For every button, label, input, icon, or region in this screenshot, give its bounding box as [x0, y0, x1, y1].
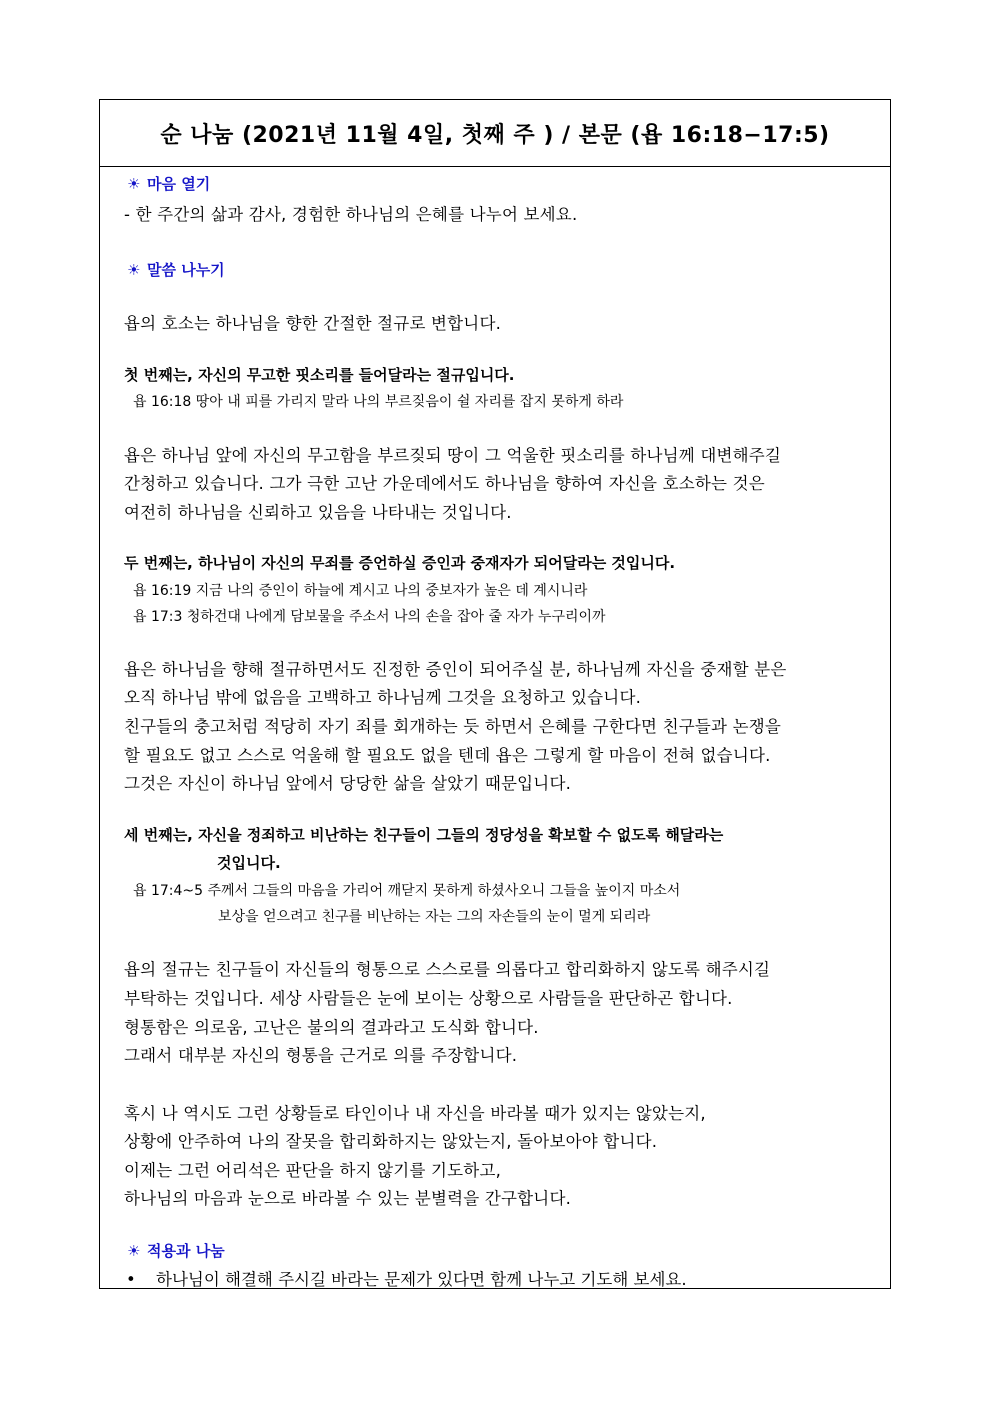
sun-icon: ☀ [127, 261, 141, 279]
apply-item [126, 1266, 687, 1290]
paragraph-line: 간청하고 있습니다. 그가 극한 고난 가운데에서도 하나님을 향하여 자신을 호소하는 것은 [124, 474, 765, 493]
section-heading-label: 말씀 나누기 [147, 261, 225, 279]
paragraph-line: 그것은 자신이 하나님 앞에서 당당한 삶을 살았기 때문입니다. [124, 774, 572, 793]
point-one-verse: 욥 16:18 땅아 내 피를 가리지 말라 나의 부르짖음이 쉴 자리를 잡지 못하게 하라 [133, 394, 624, 410]
point-one-heading: 첫 번째는, 자신의 무고한 핏소리를 들어달라는 절규입니다. [124, 366, 515, 384]
paragraph-line: 여전히 하나님을 신뢰하고 있음을 나타내는 것입니다. [124, 503, 512, 522]
paragraph-line: 상황에 안주하여 나의 잘못을 합리화하지는 않았는지, 돌아보아야 합니다. [124, 1132, 658, 1151]
paragraph-line: 할 필요도 없고 스스로 억울해 할 필요도 없을 텐데 욥은 그렇게 할 마음이 전혀 없습니다. [124, 746, 771, 765]
word-intro: 욥의 호소는 하나님을 향한 간절한 절규로 변합니다. [124, 314, 502, 333]
paragraph-line: 하나님의 마음과 눈으로 바라볼 수 있는 분별력을 간구합니다. [124, 1189, 572, 1208]
paragraph-line: 부탁하는 것입니다. 세상 사람들은 눈에 보이는 상황으로 사람들을 판단하곤 합니다. [124, 989, 733, 1008]
sun-icon: ☀ [127, 1242, 141, 1260]
paragraph-line: 욥의 절규는 친구들이 자신들의 형통으로 스스로를 의롭다고 합리화하지 않도록 해주시길 [124, 960, 771, 979]
title-bar [100, 100, 890, 167]
sun-icon: ☀ [127, 175, 141, 193]
section-heading-label: 마음 열기 [147, 175, 211, 193]
paragraph-line: 이제는 그런 어리석은 판단을 하지 않기를 기도하고, [124, 1161, 502, 1180]
point-three-heading-cont: 것입니다. [217, 854, 281, 872]
point-two-verse: 욥 16:19 지금 나의 증인이 하늘에 계시고 나의 중보자가 높은 데 계시니라 [133, 583, 588, 599]
open-instruction: - 한 주간의 삶과 감사, 경험한 하나님의 은혜를 나누어 보세요. [124, 205, 578, 224]
point-three-verse: 욥 17:4~5 주께서 그들의 마음을 가리어 깨닫지 못하게 하셨사오니 그들을 높이지 마소서 [133, 883, 681, 899]
apply-item-text: 하나님이 해결해 주시길 바라는 문제가 있다면 함께 나누고 기도해 보세요. [156, 1270, 687, 1289]
paragraph-line: 욥은 하나님을 향해 절규하면서도 진정한 증인이 되어주실 분, 하나님께 자신을 중재할 분은 [124, 660, 787, 679]
paragraph-line: 혹시 나 역시도 그런 상황들로 타인이나 내 자신을 바라볼 때가 있지는 않았는지, [124, 1104, 706, 1123]
paragraph-line: 형통함은 의로움, 고난은 불의의 결과라고 도식화 합니다. [124, 1018, 539, 1037]
section-heading-apply [127, 1240, 225, 1261]
section-heading-open [127, 173, 210, 194]
point-two-verse: 욥 17:3 청하건대 나에게 담보물을 주소서 나의 손을 잡아 줄 자가 누구리이까 [133, 609, 606, 625]
point-three-heading: 세 번째는, 자신을 정죄하고 비난하는 친구들이 그들의 정당성을 확보할 수 없도록 해달라는 [124, 826, 724, 844]
section-heading-word [127, 259, 225, 280]
bullet-icon: • [126, 1270, 136, 1289]
section-heading-label: 적용과 나눔 [147, 1242, 225, 1260]
paragraph-line: 그래서 대부분 자신의 형통을 근거로 의를 주장합니다. [124, 1046, 518, 1065]
paragraph-line: 욥은 하나님 앞에 자신의 무고함을 부르짖되 땅이 그 억울한 핏소리를 하나님께 대변해주길 [124, 446, 782, 465]
point-two-heading: 두 번째는, 하나님이 자신의 무죄를 증언하실 증인과 중재자가 되어달라는 것입니다. [124, 554, 676, 572]
paragraph-line: 친구들의 충고처럼 적당히 자기 죄를 회개하는 듯 하면서 은혜를 구한다면 친구들과 논쟁을 [124, 717, 782, 736]
sharing-sheet [99, 99, 891, 1289]
point-three-verse-cont: 보상을 얻으려고 친구를 비난하는 자는 그의 자손들의 눈이 멀게 되리라 [218, 909, 651, 925]
page-title: 순 나눔 (2021년 11월 4일, 첫째 주 ) / 본문 (욥 16:18−17:5) [160, 122, 830, 148]
paragraph-line: 오직 하나님 밖에 없음을 고백하고 하나님께 그것을 요청하고 있습니다. [124, 688, 642, 707]
